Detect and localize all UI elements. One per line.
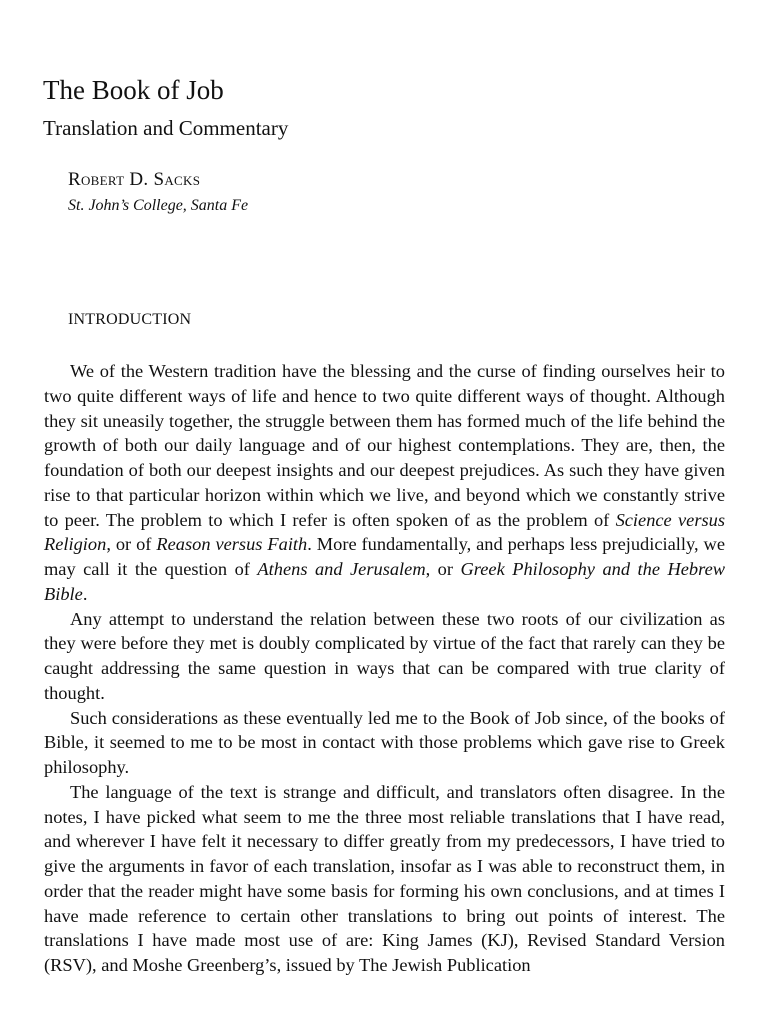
section-heading: INTRODUCTION	[68, 311, 192, 328]
paragraph-1-text-b: , or of	[106, 534, 157, 555]
book-subtitle: Translation and Commentary	[43, 116, 289, 140]
author-name: Robert D. Sacks	[68, 169, 201, 190]
paragraph-1-text-d: , or	[425, 559, 461, 579]
italic-greek-philosophy-hebrew-bible: Greek Philosophy and the Hebrew Bible	[44, 559, 726, 604]
author-affiliation: St. John’s College, Santa Fe	[68, 197, 249, 214]
italic-athens-and-jerusalem: Athens and Jerusalem	[257, 559, 426, 579]
paragraph-1-text-c: . More fundamentally, and perhaps less prejudicially, we may call it the question of	[44, 534, 725, 579]
paragraph-1-text-e: .	[82, 583, 88, 604]
paragraph-4: The language of the text is strange and difficult, and translators often disagree. In the notes, I have picked what seem to me the three most reliable translations that I have read, and wherever I have felt it necessary to differ greatly from my predecessors, I have tried to give the arguments in favor of each translation, insofar as I was able to reconstruct them, in order that the reader might have some basis for forming his own conclusions, and at times I have made reference to certain other translations to bring out points of interest. The translations I have made most use of are: King James (KJ), Revised Standard Version (RSV), and Moshe Greenberg’s, issued by The Jewish Publication	[44, 781, 725, 975]
paragraph-3: Such considerations as these eventually led me to the Book of Job since, of the books of Bible, it seemed to me to be most in contact with those problems which gave rise to Greek philosophy.	[44, 707, 725, 777]
italic-science-versus-religion: Science versus Religion	[44, 509, 725, 555]
paragraph-1-text-a: We of the Western tradition have the blessing and the curse of finding ourselves heir to two quite different ways of life and hence to two quite different ways of thought. Although they sit uneasily together, the struggle between them has formed much of the life behind the growth of both our daily language and of our highest contemplations. They are, then, the foundation of both our deepest insights and our deepest prejudices. As such they have given rise to that particular horizon within which we live, and beyond which we constantly strive to peer. The problem to which I refer is often spoken of as the problem of	[44, 361, 725, 530]
book-title: The Book of Job	[43, 75, 224, 105]
paragraph-1	[44, 359, 725, 607]
paragraph-2: Any attempt to understand the relation between these two roots of our civilization as they were before they met is doubly complicated by virtue of the fact that rarely can they be caught addressing the same question in ways that can be compared with true clarity of thought.	[44, 608, 725, 703]
body-text	[44, 359, 725, 978]
italic-reason-versus-faith: Reason versus Faith	[156, 534, 308, 555]
